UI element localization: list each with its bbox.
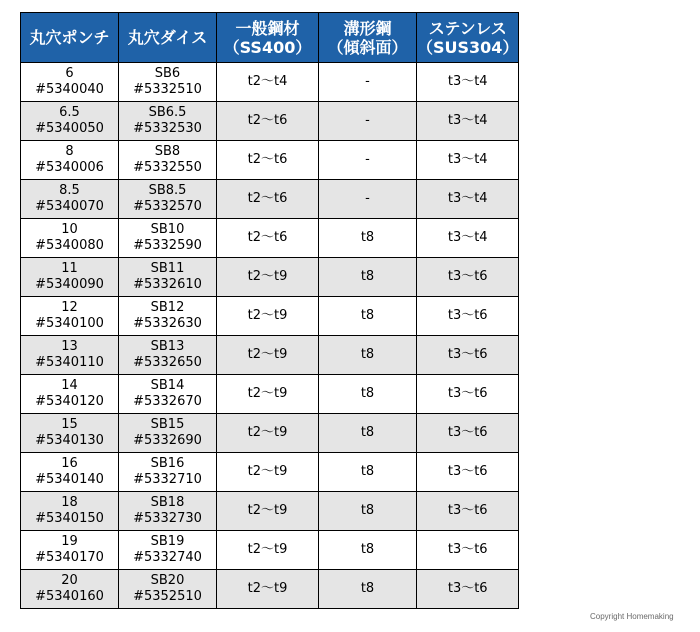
stainless-stainless: t3～t4 [447, 230, 488, 245]
punch-punch-size: 16 [61, 456, 78, 471]
die-die-code: #5332570 [133, 199, 202, 214]
table-row [21, 141, 519, 180]
stainless-stainless: t3～t6 [447, 542, 488, 557]
punch-punch-size: 8 [65, 144, 74, 159]
steel-steel: t2～t9 [247, 464, 288, 479]
die-die-size: SB12 [150, 300, 185, 315]
header-stainless [417, 13, 519, 63]
stainless-stainless: t3～t4 [447, 152, 488, 167]
die-cell [119, 492, 217, 531]
punch-cell [21, 375, 119, 414]
header-punch [21, 13, 119, 63]
channel-cell [319, 531, 417, 570]
stainless-cell [417, 492, 519, 531]
header-die-line1: 丸穴ダイス [127, 28, 208, 47]
punch-punch-code: #5340140 [35, 472, 104, 487]
steel-cell [217, 63, 319, 102]
channel-cell [319, 492, 417, 531]
die-die-size: SB18 [150, 495, 185, 510]
punch-punch-size: 10 [61, 222, 78, 237]
die-die-code: #5332730 [133, 511, 202, 526]
stainless-stainless: t3～t6 [447, 269, 488, 284]
die-die-size: SB14 [150, 378, 185, 393]
die-die-size: SB8 [154, 144, 181, 159]
stainless-cell [417, 336, 519, 375]
steel-steel: t2～t9 [247, 542, 288, 557]
die-die-size: SB11 [150, 261, 185, 276]
stainless-cell [417, 63, 519, 102]
stainless-stainless: t3～t6 [447, 347, 488, 362]
channel-channel: t8 [360, 308, 375, 323]
punch-punch-code: #5340080 [35, 238, 104, 253]
table-row [21, 258, 519, 297]
table-row [21, 531, 519, 570]
steel-steel: t2～t9 [247, 581, 288, 596]
punch-cell [21, 219, 119, 258]
punch-cell [21, 297, 119, 336]
punch-cell [21, 258, 119, 297]
steel-steel: t2～t9 [247, 308, 288, 323]
channel-channel: - [365, 191, 370, 206]
stainless-cell [417, 141, 519, 180]
die-die-code: #5352510 [133, 589, 202, 604]
header-channel-line2: （傾斜面） [327, 37, 408, 57]
steel-steel: t2～t6 [247, 191, 288, 206]
header-die [119, 13, 217, 63]
stainless-stainless: t3～t6 [447, 503, 488, 518]
punch-punch-code: #5340160 [35, 589, 104, 604]
channel-cell [319, 375, 417, 414]
punch-punch-size: 14 [61, 378, 78, 393]
punch-cell [21, 531, 119, 570]
punch-punch-size: 8.5 [59, 183, 80, 198]
steel-cell [217, 414, 319, 453]
punch-punch-code: #5340040 [35, 82, 104, 97]
punch-punch-code: #5340170 [35, 550, 104, 565]
table-row [21, 375, 519, 414]
channel-channel: t8 [360, 386, 375, 401]
channel-cell [319, 258, 417, 297]
die-cell [119, 180, 217, 219]
header-steel-line2: （SS400） [223, 37, 312, 57]
header-channel-line1: 溝形鋼 [343, 18, 392, 38]
channel-channel: t8 [360, 542, 375, 557]
stainless-cell [417, 531, 519, 570]
stainless-stainless: t3～t6 [447, 308, 488, 323]
channel-cell [319, 141, 417, 180]
copyright-text: Copyright Homemaking [590, 612, 674, 621]
channel-channel: - [365, 152, 370, 167]
die-die-size: SB16 [150, 456, 185, 471]
punch-punch-code: #5340070 [35, 199, 104, 214]
punch-punch-code: #5340100 [35, 316, 104, 331]
steel-cell [217, 180, 319, 219]
die-die-size: SB15 [150, 417, 185, 432]
channel-cell [319, 414, 417, 453]
channel-channel: t8 [360, 581, 375, 596]
die-cell [119, 336, 217, 375]
steel-cell [217, 141, 319, 180]
die-die-size: SB19 [150, 534, 185, 549]
die-die-code: #5332740 [133, 550, 202, 565]
header-stainless-line2: （SUS304） [417, 37, 519, 57]
steel-cell [217, 531, 319, 570]
header-steel-line1: 一般鋼材 [235, 18, 300, 38]
table-row [21, 102, 519, 141]
stainless-stainless: t3～t6 [447, 581, 488, 596]
stainless-cell [417, 219, 519, 258]
header-steel [217, 13, 319, 63]
punch-cell [21, 414, 119, 453]
die-cell [119, 375, 217, 414]
stainless-stainless: t3～t6 [447, 386, 488, 401]
punch-punch-code: #5340110 [35, 355, 104, 370]
stainless-stainless: t3～t6 [447, 425, 488, 440]
die-die-size: SB6 [154, 66, 181, 81]
die-cell [119, 258, 217, 297]
punch-cell [21, 336, 119, 375]
die-die-code: #5332530 [133, 121, 202, 136]
channel-cell [319, 570, 417, 609]
punch-cell [21, 492, 119, 531]
stainless-cell [417, 102, 519, 141]
channel-channel: t8 [360, 503, 375, 518]
table-row [21, 180, 519, 219]
steel-cell [217, 102, 319, 141]
table-row [21, 336, 519, 375]
table-row [21, 63, 519, 102]
channel-cell [319, 453, 417, 492]
table-row [21, 453, 519, 492]
die-cell [119, 219, 217, 258]
steel-steel: t2～t9 [247, 386, 288, 401]
die-die-code: #5332510 [133, 82, 202, 97]
die-cell [119, 63, 217, 102]
die-die-code: #5332710 [133, 472, 202, 487]
steel-steel: t2～t9 [247, 503, 288, 518]
die-die-code: #5332550 [133, 160, 202, 175]
header-channel [319, 13, 417, 63]
steel-steel: t2～t9 [247, 269, 288, 284]
die-die-code: #5332610 [133, 277, 202, 292]
punch-punch-size: 19 [61, 534, 78, 549]
punch-cell [21, 102, 119, 141]
punch-punch-size: 18 [61, 495, 78, 510]
table-row [21, 297, 519, 336]
die-die-size: SB6.5 [148, 105, 187, 120]
punch-cell [21, 180, 119, 219]
die-die-size: SB20 [150, 573, 185, 588]
steel-cell [217, 570, 319, 609]
channel-channel: - [365, 74, 370, 89]
stainless-cell [417, 258, 519, 297]
punch-cell [21, 141, 119, 180]
punch-punch-code: #5340130 [35, 433, 104, 448]
channel-channel: t8 [360, 230, 375, 245]
steel-cell [217, 297, 319, 336]
spec-table [20, 12, 519, 609]
stainless-cell [417, 297, 519, 336]
punch-punch-size: 15 [61, 417, 78, 432]
die-cell [119, 297, 217, 336]
punch-punch-size: 6.5 [59, 105, 80, 120]
punch-punch-code: #5340050 [35, 121, 104, 136]
stainless-stainless: t3～t6 [447, 464, 488, 479]
punch-cell [21, 453, 119, 492]
die-die-code: #5332630 [133, 316, 202, 331]
steel-cell [217, 375, 319, 414]
steel-cell [217, 219, 319, 258]
die-die-size: SB8.5 [148, 183, 187, 198]
steel-cell [217, 453, 319, 492]
table-row [21, 570, 519, 609]
channel-cell [319, 180, 417, 219]
stainless-cell [417, 414, 519, 453]
punch-punch-size: 20 [61, 573, 78, 588]
steel-cell [217, 258, 319, 297]
header-stainless-line1: ステンレス [428, 18, 507, 38]
channel-cell [319, 102, 417, 141]
punch-punch-size: 11 [61, 261, 78, 276]
die-die-code: #5332670 [133, 394, 202, 409]
steel-steel: t2～t6 [247, 113, 288, 128]
stainless-stainless: t3～t4 [447, 191, 488, 206]
punch-punch-code: #5340120 [35, 394, 104, 409]
header-punch-line1: 丸穴ポンチ [29, 28, 110, 47]
die-cell [119, 102, 217, 141]
steel-steel: t2～t6 [247, 152, 288, 167]
stainless-cell [417, 180, 519, 219]
channel-channel: t8 [360, 269, 375, 284]
punch-punch-size: 13 [61, 339, 78, 354]
header-row [21, 13, 519, 63]
channel-cell [319, 336, 417, 375]
die-cell [119, 570, 217, 609]
steel-cell [217, 492, 319, 531]
stainless-cell [417, 570, 519, 609]
channel-cell [319, 63, 417, 102]
die-die-code: #5332690 [133, 433, 202, 448]
punch-cell [21, 570, 119, 609]
die-cell [119, 141, 217, 180]
steel-steel: t2～t6 [247, 230, 288, 245]
steel-steel: t2～t9 [247, 347, 288, 362]
stainless-stainless: t3～t4 [447, 113, 488, 128]
steel-steel: t2～t4 [247, 74, 288, 89]
table-row [21, 414, 519, 453]
steel-cell [217, 336, 319, 375]
die-cell [119, 453, 217, 492]
punch-punch-code: #5340150 [35, 511, 104, 526]
die-die-size: SB13 [150, 339, 185, 354]
die-cell [119, 414, 217, 453]
steel-steel: t2～t9 [247, 425, 288, 440]
punch-punch-code: #5340090 [35, 277, 104, 292]
table-row [21, 492, 519, 531]
die-die-code: #5332590 [133, 238, 202, 253]
channel-channel: t8 [360, 425, 375, 440]
channel-channel: t8 [360, 347, 375, 362]
channel-channel: t8 [360, 464, 375, 479]
stainless-cell [417, 453, 519, 492]
die-die-code: #5332650 [133, 355, 202, 370]
die-die-size: SB10 [150, 222, 185, 237]
stainless-stainless: t3～t4 [447, 74, 488, 89]
punch-cell [21, 63, 119, 102]
channel-cell [319, 219, 417, 258]
channel-channel: - [365, 113, 370, 128]
punch-punch-size: 6 [65, 66, 74, 81]
punch-punch-size: 12 [61, 300, 78, 315]
die-cell [119, 531, 217, 570]
punch-punch-code: #5340006 [35, 160, 104, 175]
table-row [21, 219, 519, 258]
table-body [21, 63, 519, 609]
channel-cell [319, 297, 417, 336]
stainless-cell [417, 375, 519, 414]
